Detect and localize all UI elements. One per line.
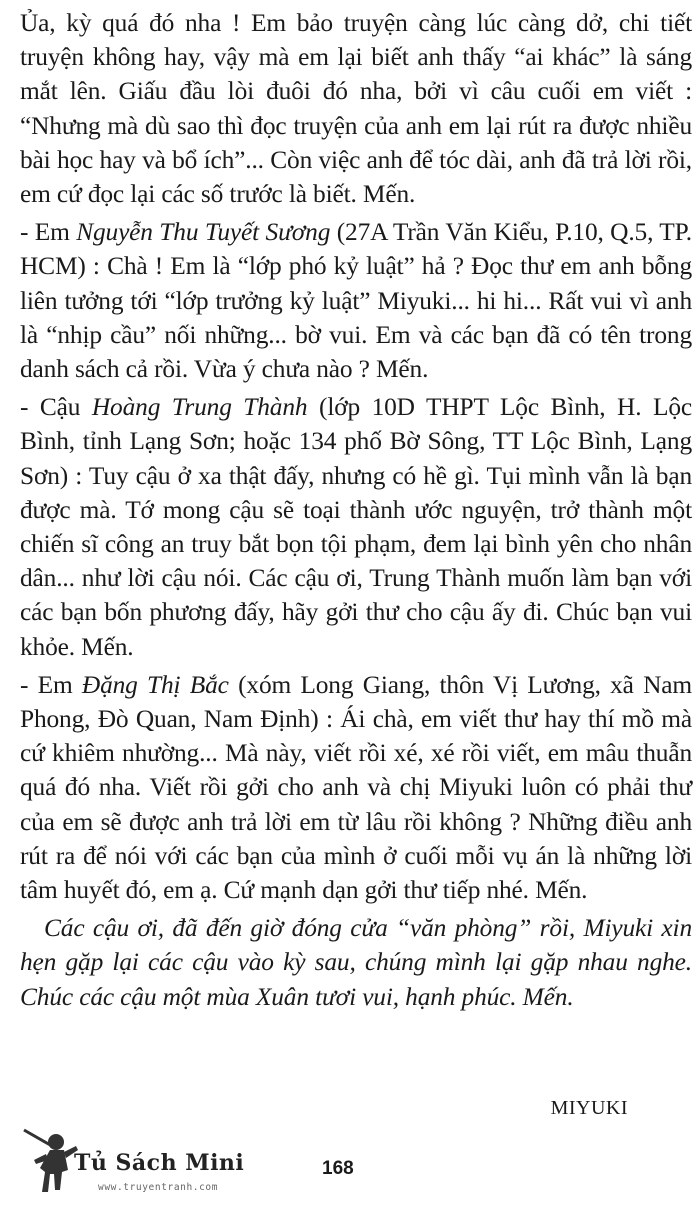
reply-entry-1: [20, 215, 692, 386]
signature: MIYUKI: [550, 1097, 628, 1119]
entry-body: (lớp 10D THPT Lộc Bình, H. Lộc Bình, tỉnh Lạng Sơn; hoặc 134 phố Bờ Sông, TT Lộc Bình, Lạng Sơn) : Tuy cậu ở xa thật đấy, nhưng có hề gì. Tụi mình vẫn là bạn được mà. Tớ mong cậu sẽ toại thành ước nguyện, trở thành một chiến sĩ công an truy bắt bọn tội phạm, đem lại bình yên cho nhân dân... như lời cậu nói. Các cậu ơi, Trung Thành muốn làm bạn với các bạn bốn phương đấy, hãy gởi thư cho cậu ấy đi. Chúc bạn vui khỏe. Mến.: [20, 393, 693, 661]
reader-name: Hoàng Trung Thành: [91, 393, 308, 422]
closing-paragraph: Các cậu ơi, đã đến giờ đóng cửa “văn phòng” rồi, Miyuki xin hẹn gặp lại các cậu vào kỳ sau, chúng mình lại gặp nhau nghe. Chúc các cậu một mùa Xuân tươi vui, hạnh phúc. Mến.: [20, 914, 692, 1011]
entry-prefix: - Em: [20, 670, 82, 699]
entry-prefix: - Em: [20, 218, 77, 247]
publisher-logo: [22, 1120, 262, 1202]
entry-body: (27A Trần Văn Kiểu, P.10, Q.5, TP. HCM) : Chà ! Em là “lớp phó kỷ luật” hả ? Đọc thư em anh bỗng liên tưởng tới “lớp trưởng kỷ luật” Miyuki... hi hi... Rất vui vì anh là “nhịp cầu” nối những... bờ vui. Em và các bạn đã có tên trong danh sách cả rồi. Vừa ý chưa nào ? Mến.: [20, 218, 692, 384]
logo-title: Tủ Sách Mini: [74, 1150, 245, 1176]
logo-url: www.truyentranh.com: [98, 1182, 219, 1193]
reader-name: Nguyễn Thu Tuyết Sương: [76, 218, 331, 247]
reply-entry-3: [20, 668, 692, 907]
reply-intro: Ủa, kỳ quá đó nha ! Em bảo truyện càng lúc càng dở, chi tiết truyện không hay, vậy mà em lại biết anh thấy “ai khác” là sáng mắt lên. Giấu đầu lòi đuôi đó nha, bởi vì câu cuối em viết : “Nhưng mà dù sao thì đọc truyện của anh em lại rút ra được nhiều bài học hay và bổ ích”... Còn việc anh để tóc dài, anh đã trả lời rồi, em cứ đọc lại các số trước là biết. Mến.: [20, 9, 692, 209]
page-number: 168: [322, 1158, 354, 1179]
reply-entry-2: [20, 390, 692, 664]
letters-column: [20, 6, 692, 1018]
reader-name: Đặng Thị Bắc: [81, 670, 229, 699]
entry-body: (xóm Long Giang, thôn Vị Lương, xã Nam Phong, Đò Quan, Nam Định) : Ái chà, em viết thư hay thí mồ mà cứ khiêm nhường... Mà này, viết rồi xé, xé rồi viết, em mâu thuẫn quá đó nha. Viết rồi gởi cho anh và chị Miyuki luôn có phải thư của em sẽ được anh trả lời em từ lâu rồi không ? Những điều anh rút ra để nói với các bạn của mình ở cuối mỗi vụ án là những lời tâm huyết đó, em ạ. Cứ mạnh dạn gởi thư tiếp nhé. Mến.: [20, 670, 692, 905]
entry-prefix: - Cậu: [20, 393, 92, 422]
